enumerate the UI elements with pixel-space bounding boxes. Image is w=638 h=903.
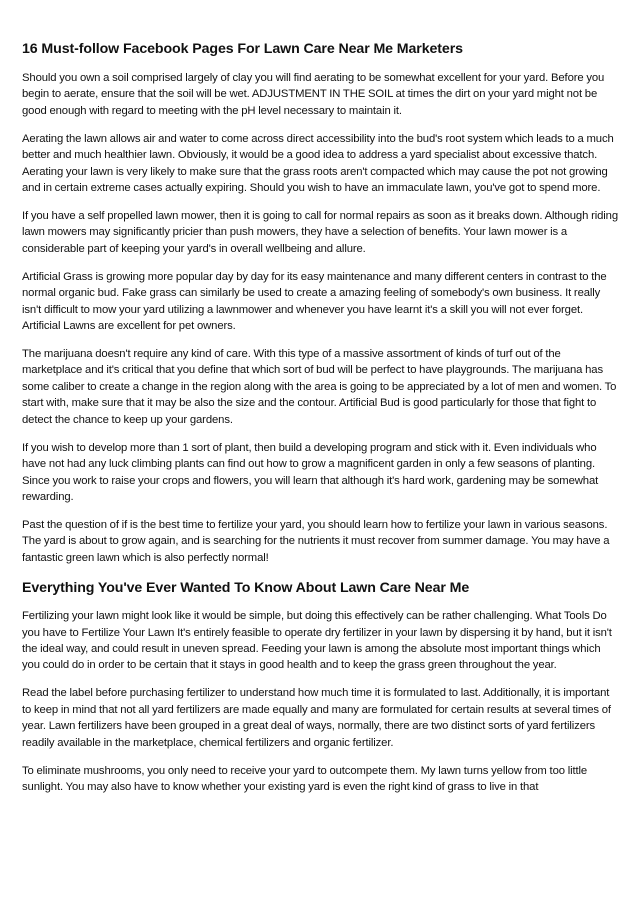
paragraph: To eliminate mushrooms, you only need to receive your yard to outcompete them. My lawn turns yellow from too little sunlight. You may also have to know whether your existing yard is even the right kind of grass to live in that bbox=[22, 764, 588, 793]
paragraph: Past the question of if is the best time to fertilize your yard, you should learn how to fertilize your lawn in various seasons. The yard is about to grow again, and is searching for the nutrients it must recover from summer damage. You may have a fantastic green lawn which is also perfectly normal! bbox=[22, 518, 610, 564]
article-title: 16 Must-follow Facebook Pages For Lawn Care Near Me Marketers bbox=[22, 41, 463, 57]
paragraph: Fertilizing your lawn might look like it would be simple, but doing this effectively can be rather challenging. What Tools Do you have to Fertilize Your Lawn It's entirely feasible to operate dry fertilizer in your lawn by dispersing it by hand, but it isn't the ideal way, and could result in uneven spread. Feeding your lawn is among the absolute most important things which you could do in order to be certain that it stays in good health and to keep the grass green throughout the year. bbox=[22, 610, 612, 672]
paragraph: If you wish to develop more than 1 sort of plant, then build a developing program and stick with it. Even individuals who have not had any luck climbing plants can find out how to grow a magnificent garden in only a few seasons of planting. Since you work to raise your crops and flowers, you will learn that although it's hard work, gardening may be somewhat rewarding. bbox=[22, 441, 599, 503]
document-page bbox=[22, 40, 618, 807]
paragraph: Should you own a soil comprised largely of clay you will find aerating to be somewhat excellent for your yard. Before you begin to aerate, ensure that the soil will be wet. ADJUSTMENT IN THE SOIL at times the dirt on your yard might not be good enough with regard to meeting with the pH level necessary to maintain it. bbox=[22, 72, 605, 117]
section-heading: Everything You've Ever Wanted To Know About Lawn Care Near Me bbox=[22, 580, 470, 597]
paragraph: If you have a self propelled lawn mower, then it is going to call for normal repairs as soon as it breaks down. Although riding lawn mowers may significantly pricier than push mowers, they have a selection of benefits. Your lawn mower is a considerable part of keeping your yard's in overall wellbeing and allure. bbox=[22, 210, 618, 255]
paragraph: The marijuana doesn't require any kind of care. With this type of a massive assortment of kinds of turf out of the marketplace and it's critical that you define that which sort of bud will be perfect to have playgrounds. The marijuana has some caliber to create a change in the region along with the area is going to be appreciated by a lot of men and women. To start with, make sure that it may be also the size and the contour. Artificial Bud is good particularly for those that fight to detect the chance to keep up your gardens. bbox=[22, 348, 617, 426]
paragraph: Aerating the lawn allows air and water to come across direct accessibility into the bud's root system which leads to a much better and much healthier lawn. Obviously, it would be a good idea to address a yard specialist about excessive thatch. Aerating your lawn is very likely to make sure that the grass roots aren't compacted which may cause the pot not growing and in certain extreme cases actually expiring. Should you wish to have an immaculate lawn, you've got to spend more. bbox=[22, 132, 614, 195]
paragraph: Read the label before purchasing fertilizer to understand how much time it is formulated to last. Additionally, it is important to keep in mind that not all yard fertilizers are made equally and many are formulated for certain results at several times of year. Lawn fertilizers have been grouped in a great deal of ways, normally, there are two distinct sorts of yard fertilizers readily available in the marketplace, chemical fertilizers and organic fertilizer. bbox=[22, 687, 611, 749]
paragraph: Artificial Grass is growing more popular day by day for its easy maintenance and many different centers in contrast to the normal organic bud. Fake grass can similarly be used to create a amazing feeling of somebody's own business. It really isn't difficult to mow your yard utilizing a lawnmower and whenever you have learnt it's a skill you will not ever forget. Artificial Lawns are excellent for pet owners. bbox=[22, 270, 607, 333]
